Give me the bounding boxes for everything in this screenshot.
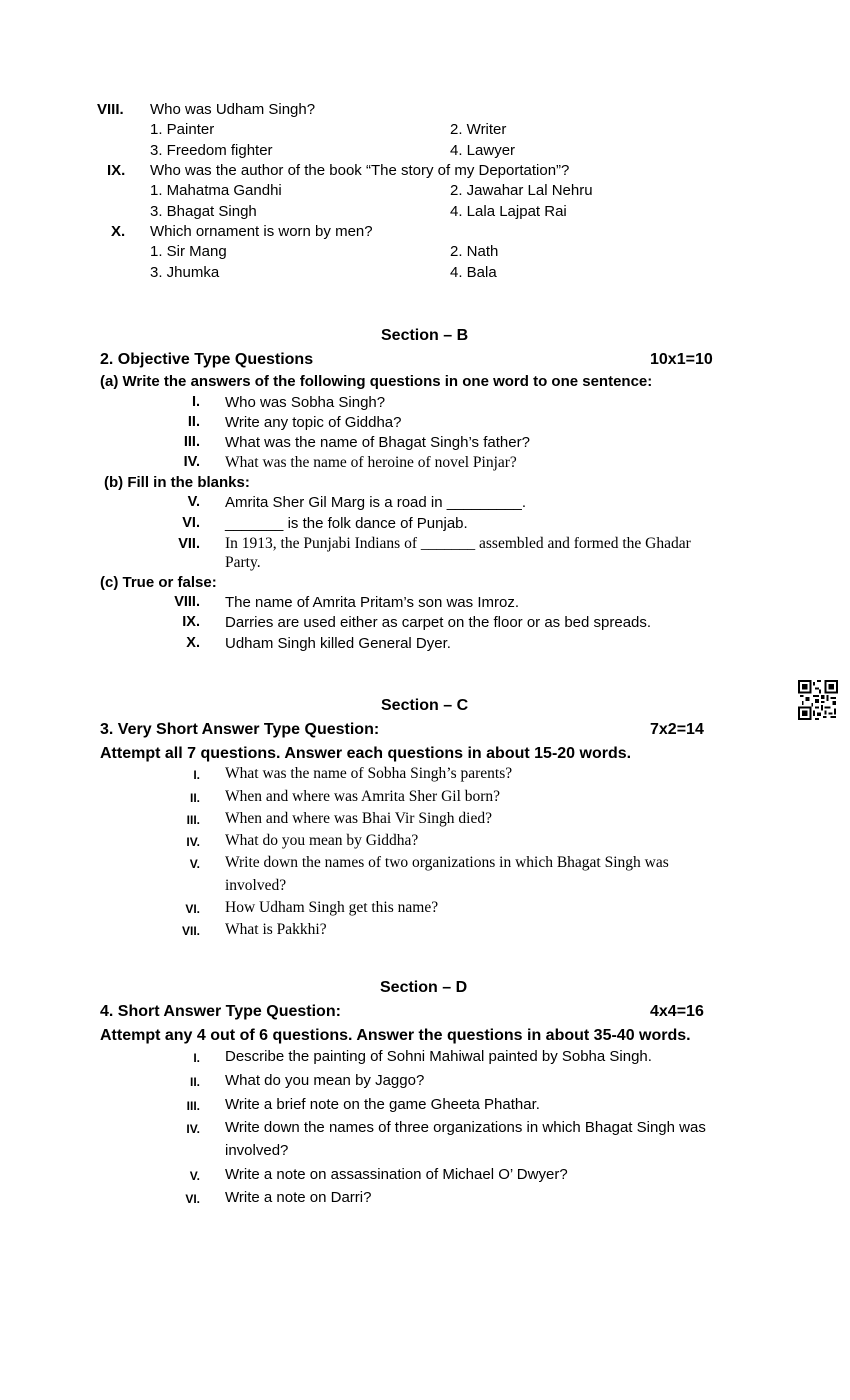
item-text: What do you mean by Jaggo?	[225, 1072, 425, 1089]
item-number: II.	[189, 1075, 200, 1089]
item-number: VI.	[185, 902, 200, 916]
qr-code-icon	[798, 680, 838, 720]
item-text: Describe the painting of Sohni Mahiwal painted by Sobha Singh.	[225, 1048, 652, 1065]
section-d-title: Section – D	[380, 979, 468, 996]
option: 4. Lawyer	[450, 142, 516, 159]
option: 2. Jawahar Lal Nehru	[450, 182, 593, 199]
item-number: III.	[186, 813, 200, 827]
section-b-title: Section – B	[381, 327, 469, 344]
question-number: X.	[111, 223, 126, 240]
option: 4. Bala	[450, 264, 497, 281]
item-number: VI.	[182, 515, 200, 531]
section-c-marks: 7x2=14	[650, 721, 704, 738]
item-text: _______ is the folk dance of Punjab.	[225, 515, 468, 532]
item-number: III.	[186, 1099, 200, 1113]
option: 3. Jhumka	[150, 264, 220, 281]
question-text: Who was Udham Singh?	[150, 101, 316, 118]
option: 1. Sir Mang	[150, 243, 227, 260]
section-d-instruction: Attempt any 4 out of 6 questions. Answer the questions in about 35-40 words.	[100, 1027, 691, 1044]
item-text: Amrita Sher Gil Marg is a road in _________.	[225, 494, 526, 511]
question-text: Which ornament is worn by men?	[150, 223, 373, 240]
item-number: V.	[189, 1169, 200, 1183]
item-text: What was the name of Bhagat Singh’s father?	[225, 434, 530, 451]
option: 2. Writer	[450, 121, 507, 138]
item-text: The name of Amrita Pritam’s son was Imroz.	[225, 594, 519, 611]
item-text: What is Pakkhi?	[225, 921, 327, 938]
item-number: I.	[193, 768, 200, 782]
section-b-heading: 2. Objective Type Questions	[100, 351, 314, 368]
option: 2. Nath	[450, 243, 499, 260]
item-text: Darries are used either as carpet on the floor or as bed spreads.	[225, 614, 652, 631]
question-text: Who was the author of the book “The story of my Deportation”?	[150, 162, 570, 179]
item-number: II.	[187, 414, 200, 430]
item-text: Udham Singh killed General Dyer.	[225, 635, 451, 652]
item-text: Write down the names of three organizations in which Bhagat Singh was	[225, 1119, 706, 1136]
section-c-heading: 3. Very Short Answer Type Question:	[100, 721, 380, 738]
item-number: VII.	[178, 536, 200, 552]
part-a-label: (a) Write the answers of the following questions in one word to one sentence:	[100, 373, 653, 390]
item-number: I.	[191, 394, 200, 410]
item-text: What do you mean by Giddha?	[225, 832, 419, 849]
item-text: What was the name of Sobha Singh’s parents?	[225, 765, 513, 782]
item-text: Who was Sobha Singh?	[225, 394, 386, 411]
item-text: Write down the names of two organizations in which Bhagat Singh was	[225, 854, 669, 871]
item-text-continued: involved?	[225, 1142, 289, 1159]
option: 3. Freedom fighter	[150, 142, 273, 159]
item-text: Write any topic of Giddha?	[225, 414, 402, 431]
item-text: Write a note on assassination of Michael O’ Dwyer?	[225, 1166, 568, 1183]
item-number: IV.	[186, 1122, 200, 1136]
item-text: Write a brief note on the game Gheeta Phathar.	[225, 1096, 540, 1113]
item-number: III.	[183, 434, 200, 450]
section-c-title: Section – C	[381, 697, 469, 714]
option: 3. Bhagat Singh	[150, 203, 257, 220]
item-text: What was the name of heroine of novel Pinjar?	[225, 454, 517, 471]
item-number: VIII.	[174, 594, 200, 610]
question-number: IX.	[107, 162, 126, 179]
part-b-label: (b) Fill in the blanks:	[104, 474, 250, 491]
item-text: When and where was Amrita Sher Gil born?	[225, 788, 501, 805]
question-number: VIII.	[97, 101, 124, 118]
item-number: VII.	[181, 924, 200, 938]
section-d-heading: 4. Short Answer Type Question:	[100, 1003, 341, 1020]
item-text-continued: Party.	[225, 554, 261, 571]
item-number: II.	[189, 791, 200, 805]
section-d-marks: 4x4=16	[650, 1003, 704, 1020]
item-number: IV.	[183, 454, 200, 470]
part-c-label: (c) True or false:	[100, 574, 217, 591]
item-number: V.	[187, 494, 200, 510]
option: 1. Painter	[150, 121, 215, 138]
item-number: X.	[186, 635, 200, 651]
item-text: Write a note on Darri?	[225, 1189, 372, 1206]
item-text: When and where was Bhai Vir Singh died?	[225, 810, 492, 827]
item-number: V.	[189, 857, 200, 871]
section-c-instruction: Attempt all 7 questions. Answer each questions in about 15-20 words.	[100, 745, 632, 762]
section-b-marks: 10x1=10	[650, 351, 713, 368]
item-number: IV.	[186, 835, 200, 849]
item-text: In 1913, the Punjabi Indians of _______ assembled and formed the Ghadar	[225, 535, 691, 552]
item-number: IX.	[182, 614, 200, 630]
item-number: VI.	[185, 1192, 200, 1206]
item-number: I.	[193, 1051, 200, 1065]
option: 1. Mahatma Gandhi	[150, 182, 282, 199]
item-text: How Udham Singh get this name?	[225, 899, 439, 916]
option: 4. Lala Lajpat Rai	[450, 203, 567, 220]
item-text-continued: involved?	[225, 877, 287, 894]
